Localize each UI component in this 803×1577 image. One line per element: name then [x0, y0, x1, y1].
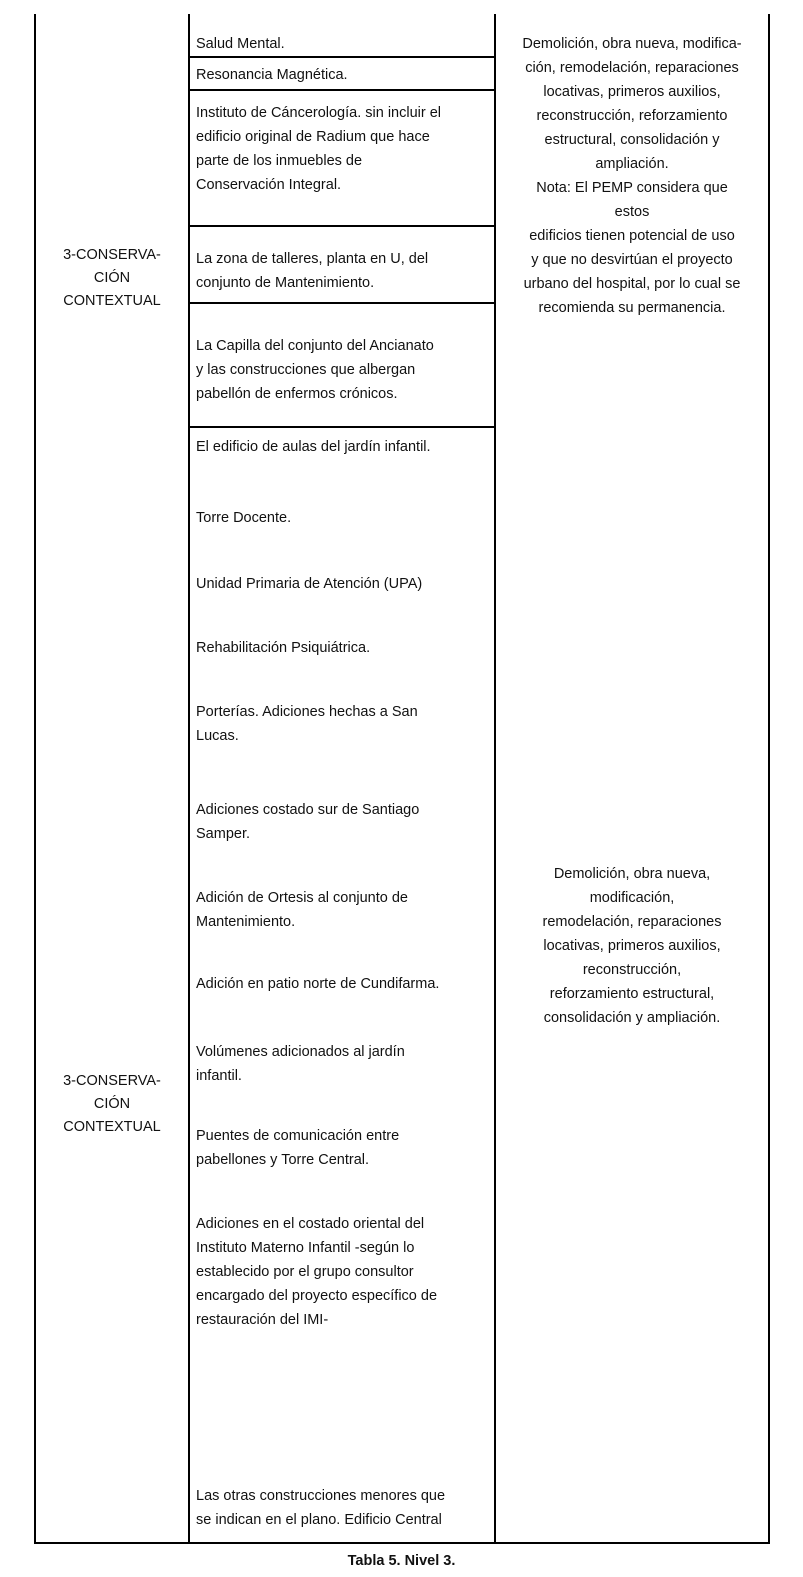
category-line: 3-CONSERVA- [63, 247, 161, 263]
building-item: Adiciones en el costado oriental del Instituto Materno Infantil -según lo establecido por el grupo consultor encargado del proyecto específico de restauración del IMI- [196, 1216, 438, 1328]
row-divider [188, 225, 494, 227]
building-item: Las otras construcciones menores que se indican en el plano. Edificio Central [196, 1488, 446, 1528]
building-item: El edificio de aulas del jardín infantil. [196, 439, 431, 455]
building-item: Unidad Primaria de Atención (UPA) [196, 576, 423, 592]
building-item: Volúmenes adicionados al jardín infantil. [196, 1044, 405, 1084]
row-divider [188, 89, 494, 91]
row-divider [188, 426, 494, 428]
category-line: CONTEXTUAL [63, 1119, 161, 1135]
building-item: Adición de Ortesis al conjunto de Mantenimiento. [196, 890, 408, 930]
category-line: 3-CONSERVA- [63, 1073, 161, 1089]
building-item: Adición en patio norte de Cundifarma. [196, 976, 440, 992]
building-item: Instituto de Cáncerología. sin incluir el edificio original de Radium que hace parte de los inmuebles de Conservación Integral. [196, 105, 442, 193]
category-cell-top [36, 244, 188, 313]
table-caption: Tabla 5. Nivel 3. [347, 1553, 456, 1569]
category-line: CIÓN [93, 1096, 131, 1112]
interventions-cell-bottom: Demolición, obra nueva, modificación, remodelación, reparaciones locativas, primeros auxilios, reconstrucción, reforzamiento estructural, consolidación y ampliación. [542, 866, 722, 1026]
building-item: La zona de talleres, planta en U, del conjunto de Mantenimiento. [196, 251, 429, 291]
category-line: CIÓN [93, 270, 131, 286]
building-item: Resonancia Magnética. [196, 67, 348, 83]
building-item: Puentes de comunicación entre pabellones y Torre Central. [196, 1128, 400, 1168]
row-divider [188, 56, 494, 58]
building-item: Adiciones costado sur de Santiago Samper. [196, 802, 420, 842]
building-item: Porterías. Adiciones hechas a San Lucas. [196, 704, 418, 744]
column-divider [188, 14, 190, 1544]
row-divider [188, 302, 494, 304]
interventions-cell-top: Demolición, obra nueva, modifica- ción, remodelación, reparaciones locativas, primeros auxilios, reconstrucción, reforzamiento estructural, consolidación y ampliación. Nota: El PEMP considera que estos edificios tienen potencial de uso y que no desvirtúan el proyecto urbano del hospital, por lo cual se recomienda su permanencia. [522, 36, 742, 316]
building-item: Salud Mental. [196, 36, 285, 52]
building-item: Torre Docente. [196, 510, 292, 526]
category-line: CONTEXTUAL [63, 293, 161, 309]
category-cell-bottom [36, 1070, 188, 1139]
building-item: La Capilla del conjunto del Ancianato y las construcciones que albergan pabellón de enfermos crónicos. [196, 338, 434, 402]
building-item: Rehabilitación Psiquiátrica. [196, 640, 371, 656]
